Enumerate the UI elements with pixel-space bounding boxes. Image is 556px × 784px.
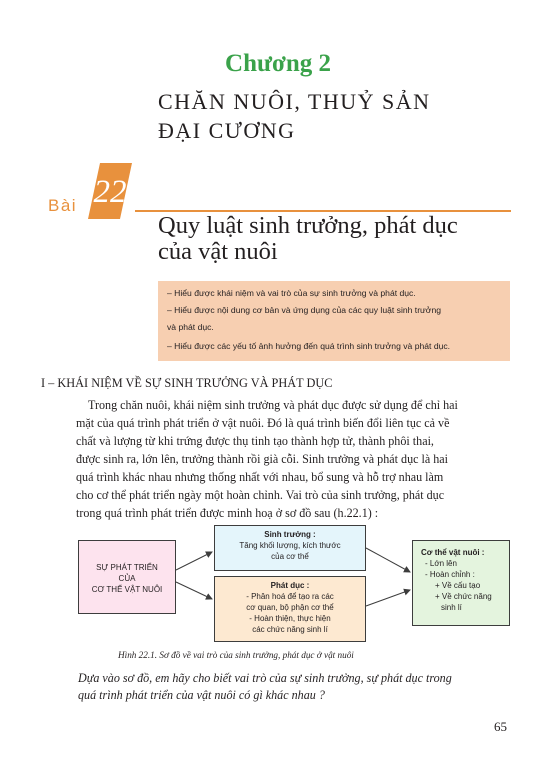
source-line: CƠ THỂ VẬT NUÔI bbox=[91, 585, 163, 594]
question-line: Dựa vào sơ đồ, em hãy cho biết vai trò của sự sinh trưởng, sự phát dục trong bbox=[78, 671, 452, 685]
growth-title: Sinh trưởng : bbox=[264, 530, 316, 539]
diagram-box-source bbox=[78, 540, 176, 614]
figure-caption: Hình 22.1. Sơ đồ về vai trò của sinh trưởng, phát dục ở vật nuôi bbox=[118, 650, 354, 660]
question-line: quá trình phát triển của vật nuôi có gì khác nhau ? bbox=[78, 688, 325, 702]
arrow-development-to-result bbox=[366, 590, 410, 606]
arrow-source-to-development bbox=[176, 582, 212, 599]
objective-item: – Hiểu được nội dung cơ bản và ứng dụng của các quy luật sinh trưởng bbox=[167, 305, 441, 315]
chapter-title-line-2: ĐẠI CƯƠNG bbox=[158, 118, 296, 143]
objective-item: và phát dục. bbox=[167, 322, 214, 332]
result-line: + Về chức năng bbox=[435, 592, 492, 601]
development-line: - Phân hoá để tạo ra các bbox=[246, 592, 334, 601]
lesson-number: 22 bbox=[93, 174, 127, 210]
objective-item: – Hiểu được khái niệm và vai trò của sự sinh trưởng và phát dục. bbox=[167, 288, 416, 298]
growth-line: Tăng khối lượng, kích thước bbox=[239, 541, 341, 550]
objective-item: – Hiểu được các yếu tố ảnh hưởng đến quá trình sinh trưởng và phát dục. bbox=[167, 341, 451, 351]
result-line: sinh lí bbox=[441, 603, 462, 612]
paragraph-line: cho cơ thể phát triển ngày một hoàn chỉnh. Vai trò của sinh trưởng, phát dục bbox=[76, 488, 445, 502]
section-heading: I – KHÁI NIỆM VỀ SỰ SINH TRƯỞNG VÀ PHÁT DỤC bbox=[41, 376, 333, 390]
page-number: 65 bbox=[494, 719, 507, 734]
growth-line: của cơ thể bbox=[271, 552, 309, 561]
result-line: + Về cấu tạo bbox=[435, 581, 481, 590]
development-line: các chức năng sinh lí bbox=[252, 625, 328, 634]
lesson-title-line-2: của vật nuôi bbox=[158, 238, 278, 265]
result-line: - Lớn lên bbox=[425, 559, 457, 568]
lesson-title-line-1: Quy luật sinh trưởng, phát dục bbox=[158, 212, 458, 239]
result-title: Cơ thể vật nuôi : bbox=[421, 548, 485, 557]
arrow-growth-to-result bbox=[366, 548, 410, 572]
chapter-title-line-1: CHĂN NUÔI, THUỶ SẢN bbox=[158, 89, 431, 114]
development-line: - Hoàn thiện, thực hiện bbox=[249, 614, 331, 623]
result-line: - Hoàn chỉnh : bbox=[425, 570, 475, 579]
paragraph-line: mặt của quá trình phát triển ở vật nuôi. Đó là quá trình biến đổi liên tục cả về bbox=[76, 416, 450, 430]
diagram-box-development bbox=[214, 576, 366, 642]
paragraph-line: quá trình khác nhau nhưng thống nhất với nhau, bổ sung và hỗ trợ nhau làm bbox=[76, 470, 444, 484]
paragraph-line: Trong chăn nuôi, khái niệm sinh trưởng và phát dục được sử dụng để chỉ hai bbox=[88, 398, 458, 412]
diagram-box-result bbox=[412, 540, 510, 626]
chapter-label: Chương 2 bbox=[225, 50, 331, 77]
development-line: cơ quan, bộ phận cơ thể bbox=[246, 603, 334, 612]
development-title: Phát dục : bbox=[270, 581, 310, 590]
paragraph-line: trong quá trình phát triển được minh hoạ ở sơ đồ sau (h.22.1) : bbox=[76, 506, 379, 520]
paragraph-line: chất và lượng từ khi trứng được thụ tinh tạo thành hợp tử, thành phôi thai, bbox=[76, 434, 434, 448]
source-line: SỰ PHÁT TRIỂN bbox=[96, 563, 158, 572]
source-line: CỦA bbox=[118, 574, 136, 583]
diagram-box-growth bbox=[214, 525, 366, 571]
arrow-source-to-growth bbox=[176, 552, 212, 570]
paragraph-line: được sinh ra, lớn lên, trưởng thành rồi già cỗi. Sinh trưởng và phát dục là hai bbox=[76, 452, 449, 466]
lesson-word: Bài bbox=[48, 196, 78, 215]
